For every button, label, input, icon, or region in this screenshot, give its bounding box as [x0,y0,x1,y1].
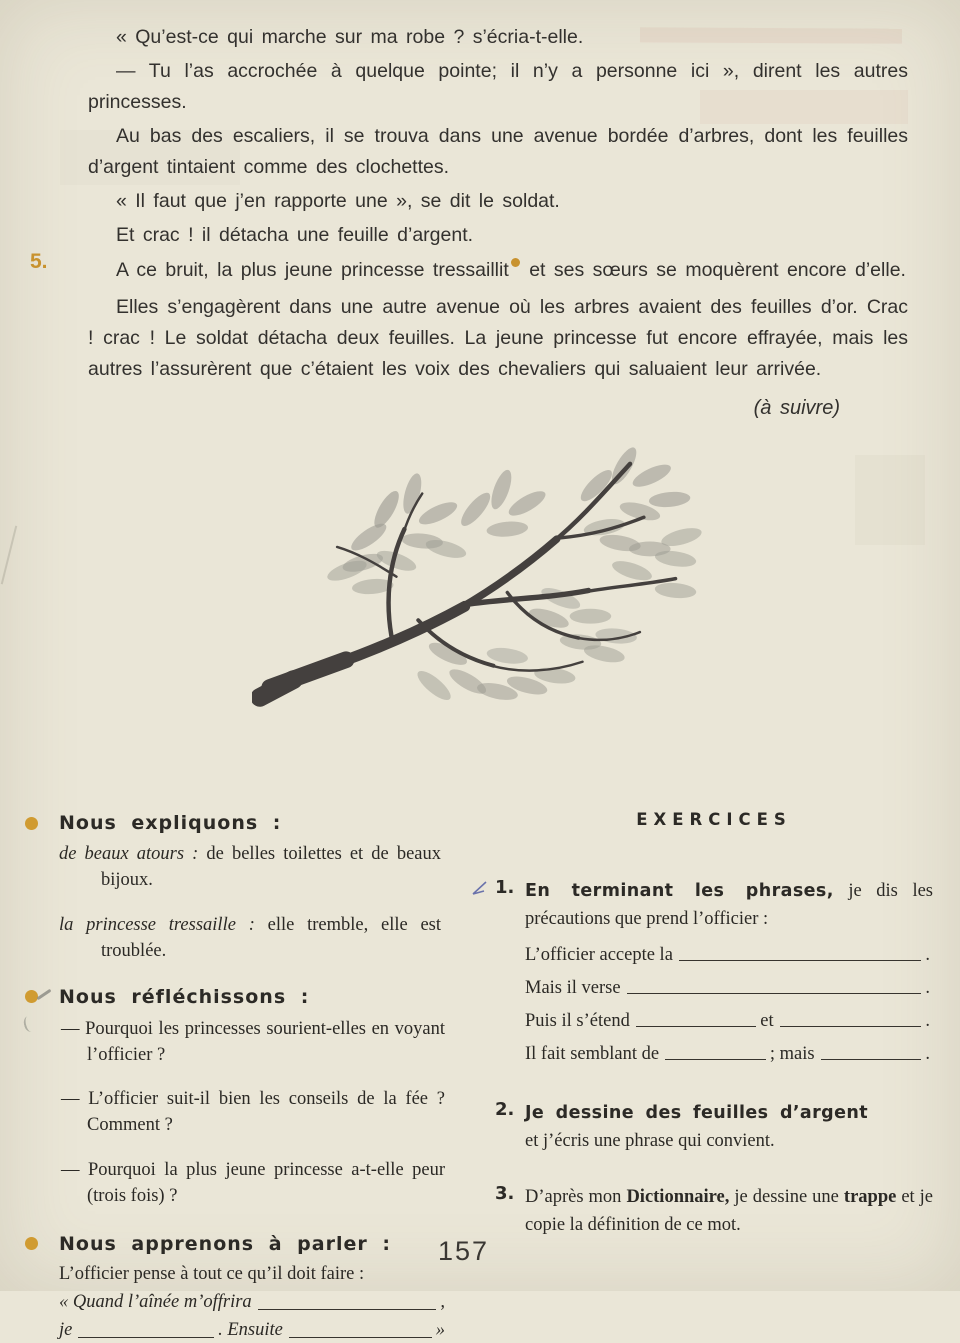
print-bleed-ghost [855,455,925,545]
exercise-1-blanks [495,945,933,1065]
blank-line [525,1011,930,1032]
blank-prefix: Mais il verse [525,978,621,998]
fill-in-blank [258,1307,437,1310]
exercise-text: je dessine une [734,1187,839,1207]
exercise-statement [525,1183,933,1239]
story-text-before-note: A ce bruit, la plus jeune princesse tressaillit [116,259,509,281]
exercise-text: D’après mon [525,1187,622,1207]
story-paragraph: « Qu’est-ce qui marche sur ma robe ? s’écria-t-elle. [116,26,584,48]
exercise-1 [495,877,933,933]
dash: — [61,1159,80,1180]
fill-in-blank [665,1057,766,1060]
left-column [25,812,450,1343]
exercise-text: et je copie la définition de ce mot. [525,1187,934,1235]
quote-text: » [435,1319,445,1340]
exercise-bold-word: Dictionnaire, [626,1187,730,1207]
story-paragraph: Elles s’engagèrent dans une autre avenue où les arbres avaient des feuilles d’or. Crac ! crac ! Le soldat détacha deux feuilles. La jeune princesse fut encore effrayée, mais les autres l’assurèrent que c’étaient les voix des chevaliers qui saluaient leur arrivée. [88,296,908,380]
reflechissons-heading-row [25,986,450,1008]
parler-intro: L’officier pense à tout ce qu’il doit faire : [59,1263,365,1284]
section-number: 5. [30,250,48,273]
exercise-bold-lead: En terminant les phrases, [525,881,834,901]
parler-body [59,1261,445,1343]
fill-in-blank [821,1057,922,1060]
exercise-2 [495,1099,933,1155]
blank-prefix: L’officier accepte la [525,945,673,965]
blank-mid: ; mais [769,1044,815,1064]
story-paragraph [88,255,908,286]
story-text-after-note: et ses sœurs se moquèrent encore d’elle. [529,259,906,281]
question-text: L’officier suit-il bien les conseils de la fée ? Comment ? [87,1089,445,1135]
orange-bullet-icon [25,1237,38,1250]
definition-text: elle tremble, elle est troublée. [101,914,441,961]
dash: — [61,1018,80,1039]
definitions [59,841,441,964]
exercise-text: je dis les précautions que prend l’officier : [525,881,933,929]
fill-in-blank [636,1024,756,1027]
exercise-3 [495,1183,933,1239]
quote-line [59,1289,445,1315]
blank-line [525,978,930,999]
parler-heading-row [25,1233,450,1255]
pencil-check-mark [470,878,492,900]
exercise-number: 1. [495,877,515,898]
question-text: Pourquoi les princesses sourient-elles en voyant l’officier ? [85,1018,446,1065]
quote-line [59,1317,445,1343]
exercises-title: EXERCICES [636,810,792,829]
exercise-bold-word: trappe [843,1187,897,1207]
blank-end: . [925,978,930,998]
blank-end: . [925,945,930,965]
question-text: Pourquoi la plus jeune princesse a-t-elle peur (trois fois) ? [87,1159,446,1206]
page-number: 157 [438,1236,490,1266]
exercise-statement [525,1099,933,1155]
blank-prefix: Puis il s’étend [525,1011,630,1031]
fill-in-blank [679,958,921,961]
branch-svg [252,442,727,739]
exercises-column [495,810,933,1239]
story-paragraph: Et crac ! il détacha une feuille d’argent. [116,224,474,246]
definition-term: de beaux atours : [59,844,199,864]
exercise-bold-lead: Je dessine des feuilles d’argent [525,1103,868,1123]
blank-end: . [925,1011,930,1031]
orange-bullet-icon [25,990,38,1003]
blank-end: . [925,1044,930,1064]
blank-prefix: Il fait semblant de [525,1044,660,1064]
continuation-note: (à suivre) [753,397,840,419]
exercise-text: et j’écris une phrase qui convient. [525,1131,775,1151]
quote-text: « Quand l’aînée m’offrira [59,1291,252,1312]
blank-line [525,1044,930,1065]
parler-heading: Nous apprenons à parler : [59,1232,391,1255]
question-item [61,1086,445,1138]
fill-in-blank [780,1024,922,1027]
fill-in-blank [78,1335,214,1338]
story-text [88,22,908,424]
blank-line [525,945,930,966]
fill-in-blank [627,991,922,994]
reflechissons-heading: Nous réfléchissons : [59,985,310,1008]
blank-mid: et [760,1011,774,1031]
orange-bullet-icon [25,817,38,830]
definition-item [59,841,441,893]
expliquons-heading: Nous expliquons : [59,812,282,834]
dash: — [61,1089,80,1109]
quote-text: je [59,1319,73,1340]
exercise-number: 3. [495,1183,515,1204]
definition-text: de belles toilettes et de beaux bijoux. [101,844,441,890]
paper-fold-mark [1,526,17,585]
question-item [61,1157,445,1209]
definition-item [59,912,441,964]
quote-text: , [440,1291,445,1312]
story-paragraph: Au bas des escaliers, il se trouva dans une avenue bordée d’arbres, dont les feuilles d’argent tintaient comme des clochettes. [88,125,908,178]
exercise-statement [525,877,933,933]
question-list [61,1016,445,1209]
story-paragraph: « Il faut que j’en rapporte une », se dit le soldat. [116,190,560,212]
question-item [61,1016,445,1068]
quote-text: . Ensuite [218,1319,283,1340]
branch-illustration [252,442,727,739]
definition-term: la princesse tressaille : [59,914,255,935]
exercise-number: 2. [495,1099,515,1120]
story-paragraph: — Tu l’as accrochée à quelque pointe; il n’y a personne ici », dirent les autres princesses. [88,60,908,113]
expliquons-heading-row [25,812,450,834]
vocabulary-note-dot-icon [511,258,520,267]
fill-in-blank [289,1335,432,1338]
